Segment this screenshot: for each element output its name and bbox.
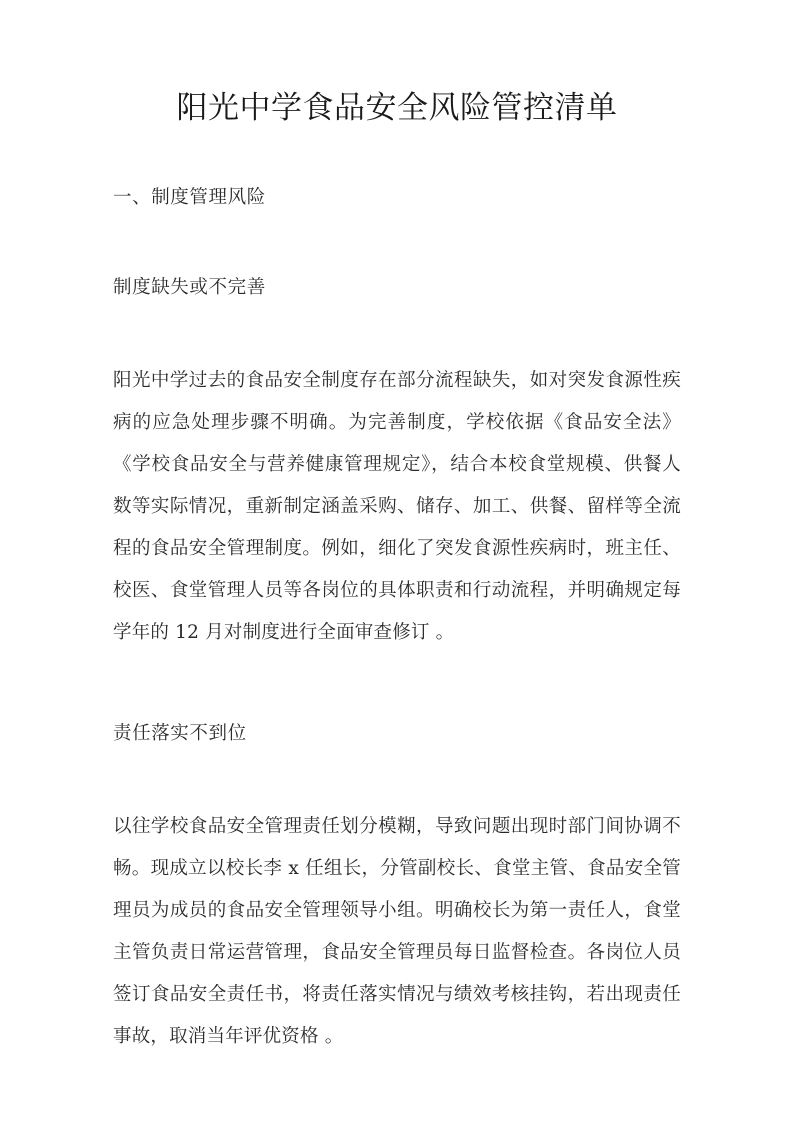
sub-heading-1-2: 责任落实不到位 bbox=[113, 723, 247, 744]
section-heading-1: 一、制度管理风险 bbox=[113, 187, 266, 208]
body-paragraph-1-1: 阳光中学过去的食品安全制度存在部分流程缺失，如对突发食源性疾病的应急处理步骤不明确。为完善制度，学校依据《食品安全法》《学校食品安全与营养健康管理规定》，结合本校食堂规模、供餐人数等实际情况，重新制定涵盖采购、储存、加工、供餐、留样等全流程的食品安全管理制度。例如，细化了突发食源性疾病时，班主任、校医、食堂管理人员等各岗位的具体职责和行动流程，并明确规定每学年的 12 月对制度进行全面审查修订 。 bbox=[113, 370, 681, 643]
page-title: 阳光中学食品安全风险管控清单 bbox=[176, 90, 618, 126]
document-content bbox=[113, 86, 681, 1058]
body-paragraph-1-2: 以往学校食品安全管理责任划分模糊，导致问题出现时部门间协调不畅。现成立以校长李 x 任组长，分管副校长、食堂主管、食品安全管理员为成员的食品安全管理领导小组。明确校长为第一责任人，食堂主管负责日常运营管理，食品安全管理员每日监督检查。各岗位人员签订食品安全责任书，将责任落实情况与绩效考核挂钩，若出现责任事故，取消当年评优资格 。 bbox=[113, 816, 681, 1047]
sub-heading-1-1: 制度缺失或不完善 bbox=[113, 277, 266, 298]
